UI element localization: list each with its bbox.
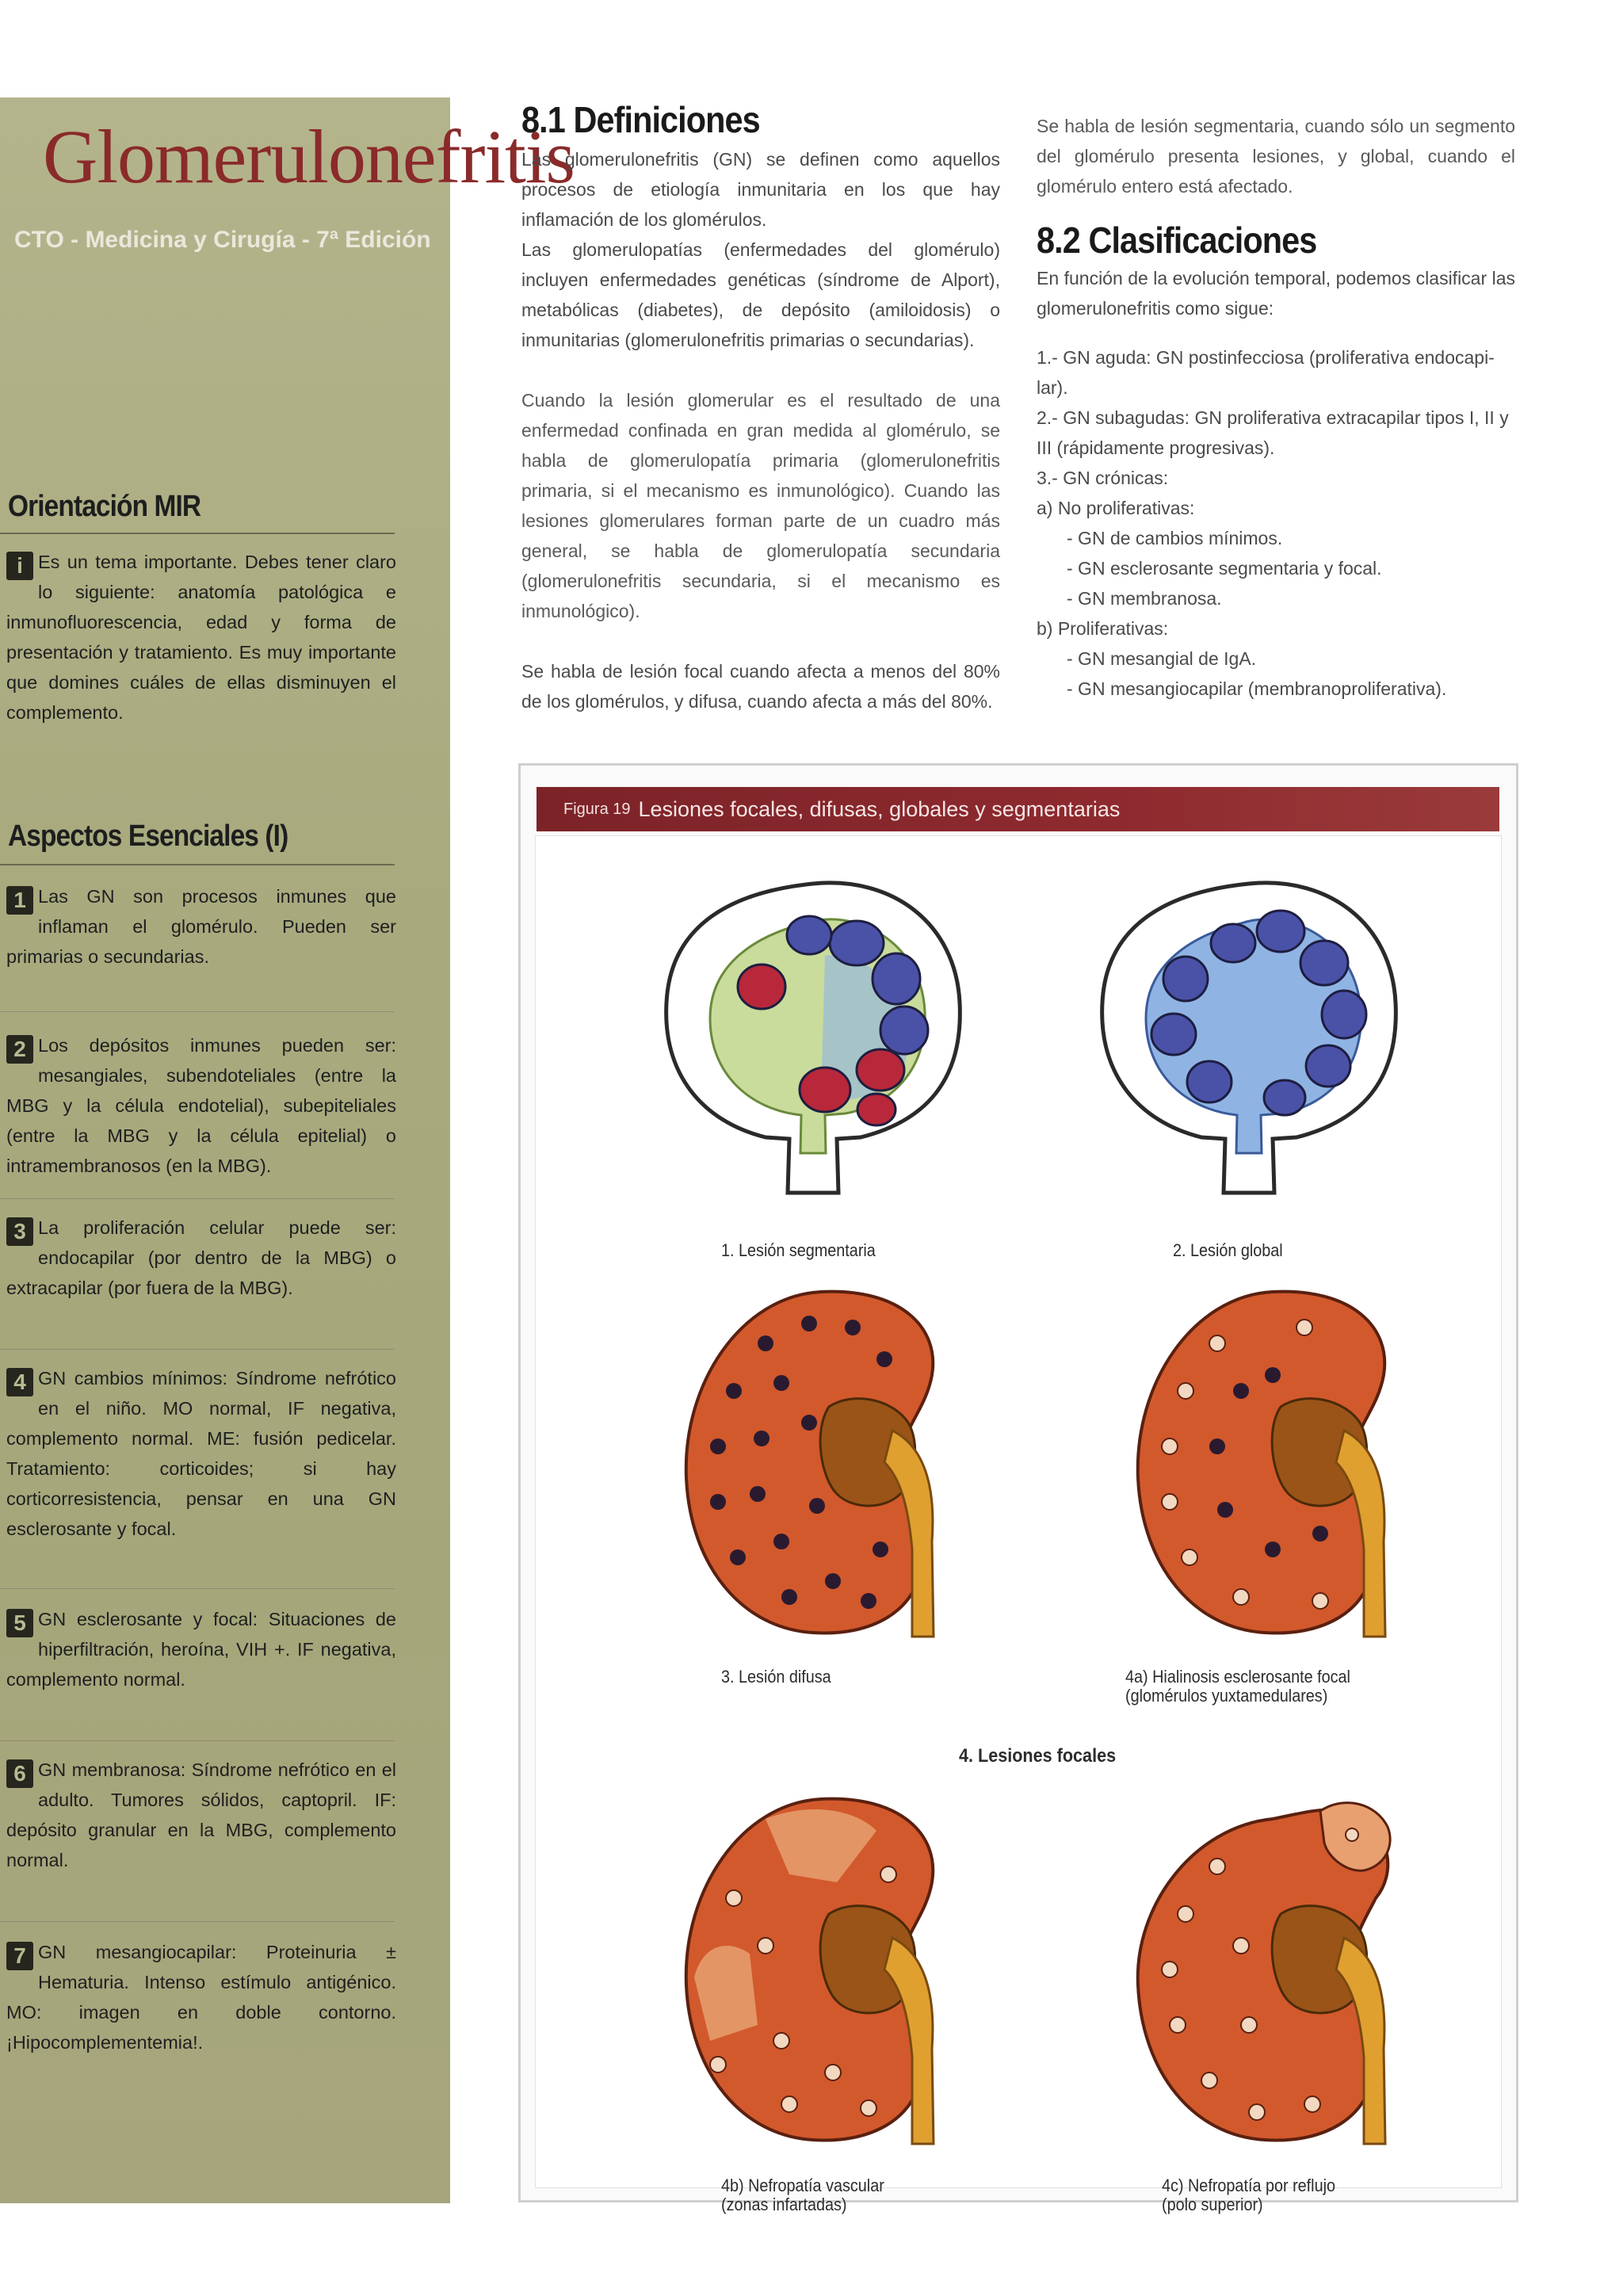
normal-glomerulus [861,2100,876,2116]
affected-glomerulus [726,1383,742,1399]
normal-glomerulus [758,1938,773,1954]
affected-glomerulus [750,1486,766,1502]
normal-glomerulus [710,2057,726,2073]
kidney-diffuse-illustration [670,1280,972,1652]
capillary-loop [787,916,831,954]
caption-4c-line2: (polo superior) [1162,2195,1263,2214]
affected-glomerulus [710,1494,726,1510]
capillary-loop [1300,941,1348,985]
capillary-loop-red [857,1049,904,1091]
aspecto-item-3 [6,1213,396,1303]
normal-glomerulus [781,2096,797,2112]
segmentaria-paragraph: Se habla de lesión segmentaria, cuando sólo un segmento del glomérulo presenta lesiones, y global, cuando el glomérulo entero está afectado. [1037,116,1515,197]
list-item: III (rápidamente progresivas). [1037,437,1275,458]
normal-glomerulus [1178,1383,1193,1399]
affected-glomerulus [809,1498,825,1514]
caption-4b-line1: 4b) Nefropatía vascular [721,2176,884,2195]
normal-glomerulus [1209,1859,1225,1874]
capillary-loop [880,1007,928,1054]
list-item: - GN mesangial de IgA. [1067,648,1257,669]
aspecto-text: Los depósitos inmunes pueden ser: mesangiales, subendoteliales (entre la MBG y la célula endotelial), subepiteliales (entre la MBG y la célula epitelial) o intramembranosos (en la MBG). [6,1035,396,1176]
capillary-loop [1187,1061,1232,1102]
affected-glomerulus [1265,1367,1281,1383]
capillary-loop [1151,1014,1196,1055]
figure-19 [518,763,1518,2214]
capillary-loop [1306,1045,1350,1087]
figure-title: Lesiones focales, difusas, globales y segmentarias [638,797,1121,821]
orientacion-text: Es un tema importante. Debes tener claro lo siguiente: anatomía patológica e inmunofluorescencia, edad y forma de presentación y tratamiento. Es muy importante que domines cuáles de ellas disminuyen el complemento. [6,552,396,723]
normal-glomerulus [1209,1335,1225,1351]
clasificaciones-intro: En función de la evolución temporal, podemos clasificar las glomerulonefritis como sigue: [1037,268,1515,319]
affected-glomerulus [873,1541,888,1557]
affected-glomerulus [710,1438,726,1454]
list-item: a) No proliferativas: [1037,498,1195,518]
list-item: - GN mesangiocapilar (membranoproliferativa). [1067,678,1447,699]
number-badge: 2 [6,1035,33,1064]
aspecto-text: GN mesangiocapilar: Proteinuria ± Hematuria. Intenso estímulo antigénico. MO: imagen en doble contorno. ¡Hipocomplementemia!. [6,1942,396,2053]
figure-label: Figura 19 [563,800,631,818]
affected-glomerulus [730,1549,746,1565]
caption-4c-line1: 4c) Nefropatía por reflujo [1162,2176,1336,2195]
list-item: - GN de cambios mínimos. [1067,528,1283,548]
list-item: b) Proliferativas: [1037,618,1169,639]
normal-glomerulus [1182,1549,1197,1565]
orientacion-heading: Orientación MIR [8,490,201,523]
affected-glomerulus [801,1415,817,1431]
affected-glomerulus [754,1431,769,1446]
affected-glomerulus [773,1534,789,1549]
capillary-loop [1257,911,1304,952]
affected-glomerulus [1217,1502,1233,1518]
definiciones-p4: Se habla de lesión focal cuando afecta a menos del 80% de los glomérulos, y difusa, cuando afecta a más del 80%. [521,661,1000,712]
divider [0,1198,395,1199]
section-title-clasificaciones: 8.2 Clasificaciones [1037,220,1317,261]
affected-glomerulus [1312,1526,1328,1541]
list-item: 3.- GN crónicas: [1037,468,1169,488]
affected-glomerulus [781,1589,797,1605]
normal-glomerulus [1241,2017,1257,2033]
list-item: 2.- GN subagudas: GN proliferativa extracapilar tipos I, II y [1037,407,1509,428]
aspecto-text: GN membranosa: Síndrome nefrótico en el adulto. Tumores sólidos, captopril. IF: depósito granular en la MBG, complemento normal. [6,1759,396,1870]
figure-header [537,787,1499,831]
orientacion-item [6,547,396,728]
orientacion-rule [0,533,395,534]
aspecto-item-5 [6,1604,396,1694]
aspectos-heading: Aspectos Esenciales (I) [8,819,288,853]
kidney-hialinosis-illustration [1122,1280,1423,1652]
list-item: - GN esclerosante segmentaria y focal. [1067,558,1382,579]
normal-glomerulus [1346,1828,1358,1841]
number-badge: 6 [6,1759,33,1788]
list-item: lar). [1037,377,1068,398]
aspecto-item-2 [6,1030,396,1181]
capillary-loop [1322,991,1366,1038]
number-badge: 7 [6,1942,33,1970]
definiciones-p1: Las glomerulonefritis (GN) se definen como aquellos procesos de etiología inmunitaria en los que hay inflamación de los glomérulos. [521,149,1000,230]
affected-glomerulus [1209,1438,1225,1454]
normal-glomerulus [880,1866,896,1882]
glomerulus-segmental-illustration [655,868,972,1217]
capillary-loop [1163,957,1208,1001]
number-badge: 4 [6,1368,33,1396]
normal-glomerulus [726,1890,742,1906]
caption-diffuse: 3. Lesión difusa [721,1667,831,1687]
aspecto-item-6 [6,1755,396,1875]
list-item: 1.- GN aguda: GN postinfecciosa (proliferativa endocapi- [1037,347,1495,368]
aspecto-text: Las GN son procesos inmunes que inflaman el glomérulo. Pueden ser primarias o secundarias. [6,886,396,967]
number-badge: 1 [6,886,33,915]
aspecto-text: GN cambios mínimos: Síndrome nefrótico en el niño. MO normal, IF negativa, complemento normal. ME: fusión pedicelar. Tratamiento: corticoides; si hay corticorresistencia, pensar en una GN esclerosante y focal. [6,1368,396,1539]
capillary-loop [830,921,884,965]
section-clasificaciones [1037,111,1515,704]
normal-glomerulus [1162,1962,1178,1977]
affected-glomerulus [876,1351,892,1367]
caption-global: 2. Lesión global [1173,1240,1283,1260]
aspecto-item-4 [6,1363,396,1544]
info-badge-icon: i [6,552,33,580]
capillary-loop-red [738,965,785,1009]
chapter-title: Glomerulonefritis [43,114,575,199]
affected-glomerulus [801,1316,817,1331]
normal-glomerulus [1170,2017,1186,2033]
affected-glomerulus [861,1593,876,1609]
caption-segmental: 1. Lesión segmentaria [721,1240,876,1260]
affected-glomerulus [825,1573,841,1589]
affected-glomerulus [773,1375,789,1391]
normal-glomerulus [1296,1320,1312,1335]
aspecto-text: GN esclerosante y focal: Situaciones de hiperfiltración, heroína, VIH +. IF negativa, complemento normal. [6,1609,396,1690]
divider [0,1588,395,1589]
normal-glomerulus [773,2033,789,2049]
aspecto-text: La proliferación celular puede ser: endocapilar (por dentro de la MBG) o extracapilar (por fuera de la MBG). [6,1217,396,1298]
kidney-reflujo-illustration [1122,1787,1423,2160]
caption-4b-line2: (zonas infartadas) [721,2195,847,2214]
normal-glomerulus [1178,1906,1193,1922]
capillary-loop [873,953,920,1004]
capillary-loop [1264,1080,1305,1115]
number-badge: 5 [6,1609,33,1637]
aspectos-rule [0,864,395,865]
capillary-loop-red [800,1068,850,1112]
normal-glomerulus [1201,2073,1217,2088]
affected-glomerulus [1233,1383,1249,1399]
aspecto-item-7 [6,1937,396,2057]
normal-glomerulus [1162,1494,1178,1510]
figure-panel [535,835,1502,2214]
divider [0,1921,395,1922]
caption-lesiones-focales: 4. Lesiones focales [959,1745,1117,1767]
normal-glomerulus [1162,1438,1178,1454]
normal-glomerulus [825,2065,841,2080]
divider [0,1011,395,1012]
affected-glomerulus [845,1320,861,1335]
list-item: - GN membranosa. [1067,588,1222,609]
book-subtitle: CTO - Medicina y Cirugía - 7ª Edición [14,227,431,253]
section-definiciones [521,98,1000,716]
divider [0,1740,395,1741]
normal-glomerulus [1312,1593,1328,1609]
kidney-vascular-illustration [670,1787,972,2160]
section-title-definiciones: 8.1 Definiciones [521,99,760,140]
caption-4a-line1: 4a) Hialinosis esclerosante focal [1125,1667,1350,1687]
glomerulus-global-illustration [1090,868,1407,1217]
normal-glomerulus [1233,1589,1249,1605]
affected-glomerulus [758,1335,773,1351]
capillary-loop-red [857,1094,896,1125]
normal-glomerulus [1233,1938,1249,1954]
clasificaciones-list [1037,342,1515,704]
divider [0,1349,395,1350]
affected-glomerulus [1265,1541,1281,1557]
definiciones-p3: Cuando la lesión glomerular es el resultado de una enfermedad confinada en gran medida al glomérulo, se habla de glomerulopatía primaria (glomerulonefritis primaria, si el mecanismo es inmunológico). Cuando las lesiones glomerulares forman parte de un cuadro más general, se habla de glomerulopatía secundaria (glomerulonefritis secundaria, si el mecanismo es inmunológico). [521,390,1000,621]
number-badge: 3 [6,1217,33,1246]
caption-4a-line2: (glomérulos yuxtamedulares) [1125,1686,1328,1706]
normal-glomerulus [1249,2104,1265,2120]
normal-glomerulus [1304,2096,1320,2112]
capillary-loop [1211,924,1255,962]
definiciones-p2: Las glomerulopatías (enfermedades del glomérulo) incluyen enfermedades genéticas (síndrome de Alport), metabólicas (diabetes), de depósito (amiloidosis) o inmunitarias (glomerulonefritis primarias o secundarias). [521,239,1000,350]
aspecto-item-1 [6,881,396,972]
